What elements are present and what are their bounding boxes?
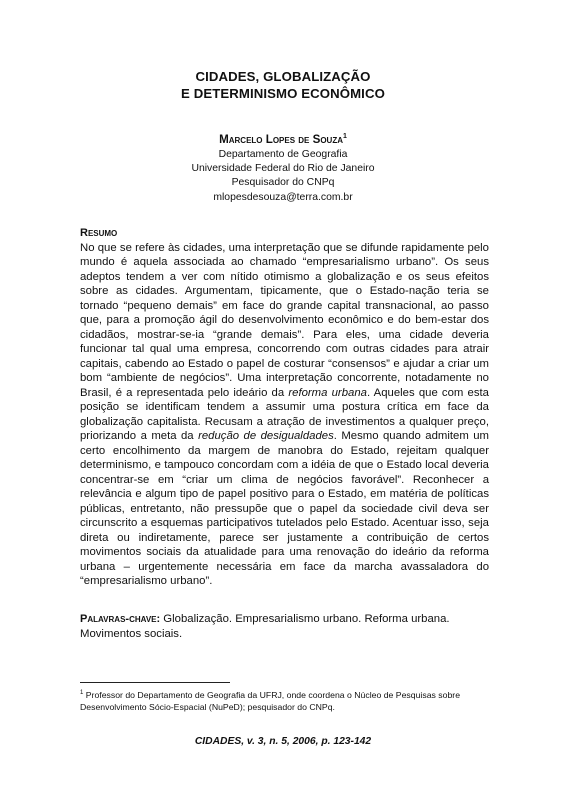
abstract-section (80, 226, 489, 589)
footnote (80, 689, 490, 713)
abstract-text-2: . Aqueles que com esta posição se identificam tendem a assumir uma postura crítica em face da globalização capitalista. Recusam a atração de investimentos a qualquer preço, priorizando a meta da (80, 386, 489, 442)
abstract-heading: Resumo (80, 227, 118, 239)
author-position: Pesquisador do CNPq (231, 177, 335, 189)
abstract-text-3: . Mesmo quando admitem um certo encolhimento da margem de manobra do Estado, rejeitam qualquer determinismo, e tampouco concordam com a idéia de que o Estado local deveria concentrar-se em “criar um clima de negócios favorável”. Reconhecer a relevância e algum tipo de papel positivo para o Estado, em matéria de políticas públicas, entretanto, não pressupõe que o papel da sociedade civil deva ser circunscrito a esquemas participativos tutelados pelo Estado. Acentuar isso, seja direta ou indiretamente, parece ser justamente a contribuição de certos movimentos sociais da atualidade para uma renovação do ideário da reforma urbana – urgentemente necessária em face da marcha avassaladora do “empresarialismo urbano”. (80, 430, 489, 587)
author-department: Departamento de Geografia (218, 149, 348, 160)
article-title-line-1: CIDADES, GLOBALIZAÇÃO (195, 69, 371, 84)
author-university: Universidade Federal do Rio de Janeiro (191, 163, 375, 175)
author-block (0, 132, 566, 205)
keywords-section (80, 612, 489, 641)
author-email[interactable]: mlopesdesouza@terra.com.br (213, 191, 353, 203)
abstract-italic-reducao: redução de desigualdades (198, 430, 334, 442)
keywords-text: Globalização. Empresarialismo urbano. Reforma urbana. Movimentos sociais. (80, 613, 450, 640)
footnote-text: Professor do Departamento de Geografia da UFRJ, onde coordena o Núcleo de Pesquisas sobre Desenvolvimento Sócio-Espacial (NuPeD); pesquisador do CNPq. (80, 690, 461, 712)
keywords-label: Palavras-chave: (80, 613, 161, 625)
footnote-marker: 1 (80, 690, 84, 697)
author-name-text: Marcelo Lopes de Souza (219, 133, 343, 146)
article-title-line-2: E DETERMINISMO ECONÔMICO (181, 86, 385, 101)
abstract-italic-reforma: reforma urbana (288, 386, 367, 399)
journal-citation-footer: CIDADES, v. 3, n. 5, 2006, p. 123-142 (194, 736, 372, 747)
author-name (0, 132, 566, 148)
footnote-divider (80, 682, 230, 683)
abstract-body (80, 241, 489, 589)
abstract-text-1: No que se refere às cidades, uma interpretação que se difunde rapidamente pelo mundo é aquela associada ao chamado “empresarialismo urbano”. Os seus adeptos tendem a ver com nítido otimismo a globalização e os seus efeitos sobre as cidades. Argumentam, tipicamente, que o Estado-nação teria se tornado “pequeno demais” em face do grande capital transnacional, ao passo que, para a promoção ágil do desenvolvimento econômico e do bem-estar dos cidadãos, mostrar-se-ia “grande demais”. Para eles, uma cidade deveria funcionar tal qual uma empresa, concorrendo com outras cidades para atrair capitais, cabendo ao Estado o papel de costurar “consensos” e ajudar a criar um bom “ambiente de negócios”. Uma interpretação concorrente, notadamente no Brasil, é a representada pelo ideário da (80, 241, 489, 399)
author-footnote-marker[interactable]: 1 (343, 133, 347, 141)
